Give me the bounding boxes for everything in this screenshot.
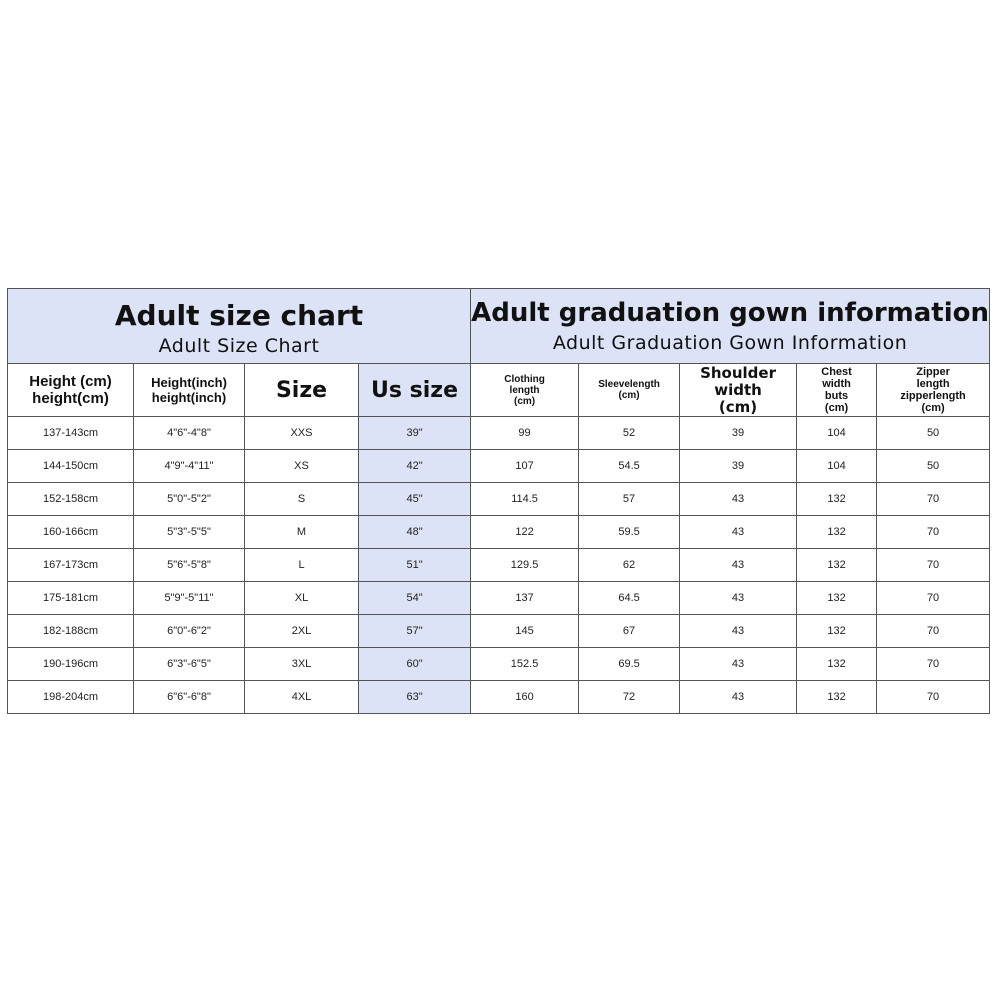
table-cell: 70 <box>877 615 990 648</box>
column-header-line: (cm) <box>513 395 536 407</box>
table-cell: 43 <box>680 516 797 549</box>
banner-subtitle: Adult Size Chart <box>158 335 320 357</box>
column-header <box>245 364 359 417</box>
table-cell: XL <box>245 582 359 615</box>
table-cell: 64.5 <box>579 582 680 615</box>
table-cell: 48" <box>359 516 471 549</box>
table-cell: 67 <box>579 615 680 648</box>
column-header-row <box>8 364 990 417</box>
table-cell: 152.5 <box>471 648 579 681</box>
table-body <box>8 417 990 714</box>
column-header-line: Chest <box>821 366 852 378</box>
table-cell: 132 <box>797 582 877 615</box>
column-header-line: height(cm) <box>32 390 109 407</box>
table-cell: M <box>245 516 359 549</box>
table-cell: 69.5 <box>579 648 680 681</box>
column-header <box>471 364 579 417</box>
column-header <box>579 364 680 417</box>
table-cell: 104 <box>797 417 877 450</box>
banner-subtitle: Adult Graduation Gown Information <box>552 332 908 354</box>
table-cell: 5"3"-5"5" <box>134 516 245 549</box>
table-cell: 114.5 <box>471 483 579 516</box>
table-row <box>8 450 990 483</box>
table-cell: 43 <box>680 615 797 648</box>
table-cell: 50 <box>877 450 990 483</box>
table-cell: 122 <box>471 516 579 549</box>
column-header <box>680 364 797 417</box>
column-header-line: (cm) <box>618 390 640 401</box>
table-cell: 132 <box>797 681 877 714</box>
table-cell: 132 <box>797 549 877 582</box>
column-header-line: height(inch) <box>151 390 227 405</box>
table-row <box>8 582 990 615</box>
table-cell: 6"3"-6"5" <box>134 648 245 681</box>
column-header-line: length <box>509 384 540 396</box>
table-cell: 57" <box>359 615 471 648</box>
column-header-line: buts <box>824 390 849 402</box>
table-cell: 52 <box>579 417 680 450</box>
column-header-line: (cm) <box>921 402 945 414</box>
table-cell: 59.5 <box>579 516 680 549</box>
table-cell: 43 <box>680 582 797 615</box>
size-chart <box>7 288 989 708</box>
table-cell: 51" <box>359 549 471 582</box>
table-cell: 132 <box>797 615 877 648</box>
table-cell: 6"0"-6"2" <box>134 615 245 648</box>
table-cell: 45" <box>359 483 471 516</box>
banner-title: Adult size chart <box>114 299 364 332</box>
table-cell: 137 <box>471 582 579 615</box>
column-header-line: width <box>822 378 851 390</box>
table-cell: 43 <box>680 483 797 516</box>
column-header <box>877 364 990 417</box>
table-cell: 72 <box>579 681 680 714</box>
table-row <box>8 615 990 648</box>
column-header-line: Clothing <box>504 373 545 385</box>
table-cell: 4"9"-4"11" <box>134 450 245 483</box>
table-cell: 160 <box>471 681 579 714</box>
table-cell: 2XL <box>245 615 359 648</box>
table-row <box>8 549 990 582</box>
column-header <box>134 364 245 417</box>
table-cell: 60" <box>359 648 471 681</box>
table-cell: XXS <box>245 417 359 450</box>
table-cell: 5"0"-5"2" <box>134 483 245 516</box>
table-cell: 144-150cm <box>8 450 134 483</box>
table-cell: 6"6"-6"8" <box>134 681 245 714</box>
column-header-line: Sleevelength <box>598 379 660 390</box>
table-cell: 63" <box>359 681 471 714</box>
table-cell: 70 <box>877 549 990 582</box>
column-header-line: width <box>714 380 762 399</box>
table-cell: 152-158cm <box>8 483 134 516</box>
table-cell: 137-143cm <box>8 417 134 450</box>
column-header-line: Shoulder <box>700 363 776 382</box>
table-cell: 160-166cm <box>8 516 134 549</box>
table-cell: 132 <box>797 516 877 549</box>
column-header-line: zipperlength <box>900 390 966 402</box>
table-cell: 5"9"-5"11" <box>134 582 245 615</box>
table-cell: XS <box>245 450 359 483</box>
table-row <box>8 681 990 714</box>
table-cell: 175-181cm <box>8 582 134 615</box>
column-header-line: Size <box>275 377 328 403</box>
column-header-line: Height(inch) <box>151 375 227 390</box>
size-table <box>7 288 990 714</box>
table-row <box>8 417 990 450</box>
table-cell: 42" <box>359 450 471 483</box>
table-cell: 99 <box>471 417 579 450</box>
table-cell: 39 <box>680 417 797 450</box>
table-cell: 104 <box>797 450 877 483</box>
table-cell: L <box>245 549 359 582</box>
column-header-line: Height (cm) <box>29 373 112 390</box>
table-row <box>8 516 990 549</box>
column-header-line: (cm) <box>824 402 849 414</box>
table-cell: 3XL <box>245 648 359 681</box>
table-cell: 182-188cm <box>8 615 134 648</box>
table-cell: 107 <box>471 450 579 483</box>
column-header-line: length <box>916 378 950 390</box>
column-header <box>8 364 134 417</box>
table-cell: 43 <box>680 648 797 681</box>
table-cell: 43 <box>680 549 797 582</box>
table-cell: 4"6"-4"8" <box>134 417 245 450</box>
banner-title: Adult graduation gown information <box>471 298 989 328</box>
table-row <box>8 648 990 681</box>
graduation-gown-banner <box>471 289 990 364</box>
table-cell: 50 <box>877 417 990 450</box>
table-cell: 198-204cm <box>8 681 134 714</box>
table-cell: 70 <box>877 648 990 681</box>
table-cell: 70 <box>877 516 990 549</box>
table-cell: 54" <box>359 582 471 615</box>
table-cell: 132 <box>797 483 877 516</box>
adult-size-chart-banner <box>8 289 471 364</box>
table-cell: 54.5 <box>579 450 680 483</box>
table-cell: 43 <box>680 681 797 714</box>
table-cell: 190-196cm <box>8 648 134 681</box>
column-header-line: (cm) <box>718 397 758 416</box>
table-cell: 39" <box>359 417 471 450</box>
column-header-line: Us size <box>371 377 459 403</box>
table-cell: 57 <box>579 483 680 516</box>
table-cell: 70 <box>877 681 990 714</box>
table-cell: 129.5 <box>471 549 579 582</box>
table-cell: 5"6"-5"8" <box>134 549 245 582</box>
column-header <box>359 364 471 417</box>
table-cell: 167-173cm <box>8 549 134 582</box>
table-cell: S <box>245 483 359 516</box>
column-header <box>797 364 877 417</box>
table-cell: 145 <box>471 615 579 648</box>
table-row <box>8 483 990 516</box>
table-cell: 62 <box>579 549 680 582</box>
column-header-line: Zipper <box>916 366 950 378</box>
table-cell: 132 <box>797 648 877 681</box>
table-cell: 70 <box>877 582 990 615</box>
table-cell: 4XL <box>245 681 359 714</box>
table-cell: 70 <box>877 483 990 516</box>
table-cell: 39 <box>680 450 797 483</box>
